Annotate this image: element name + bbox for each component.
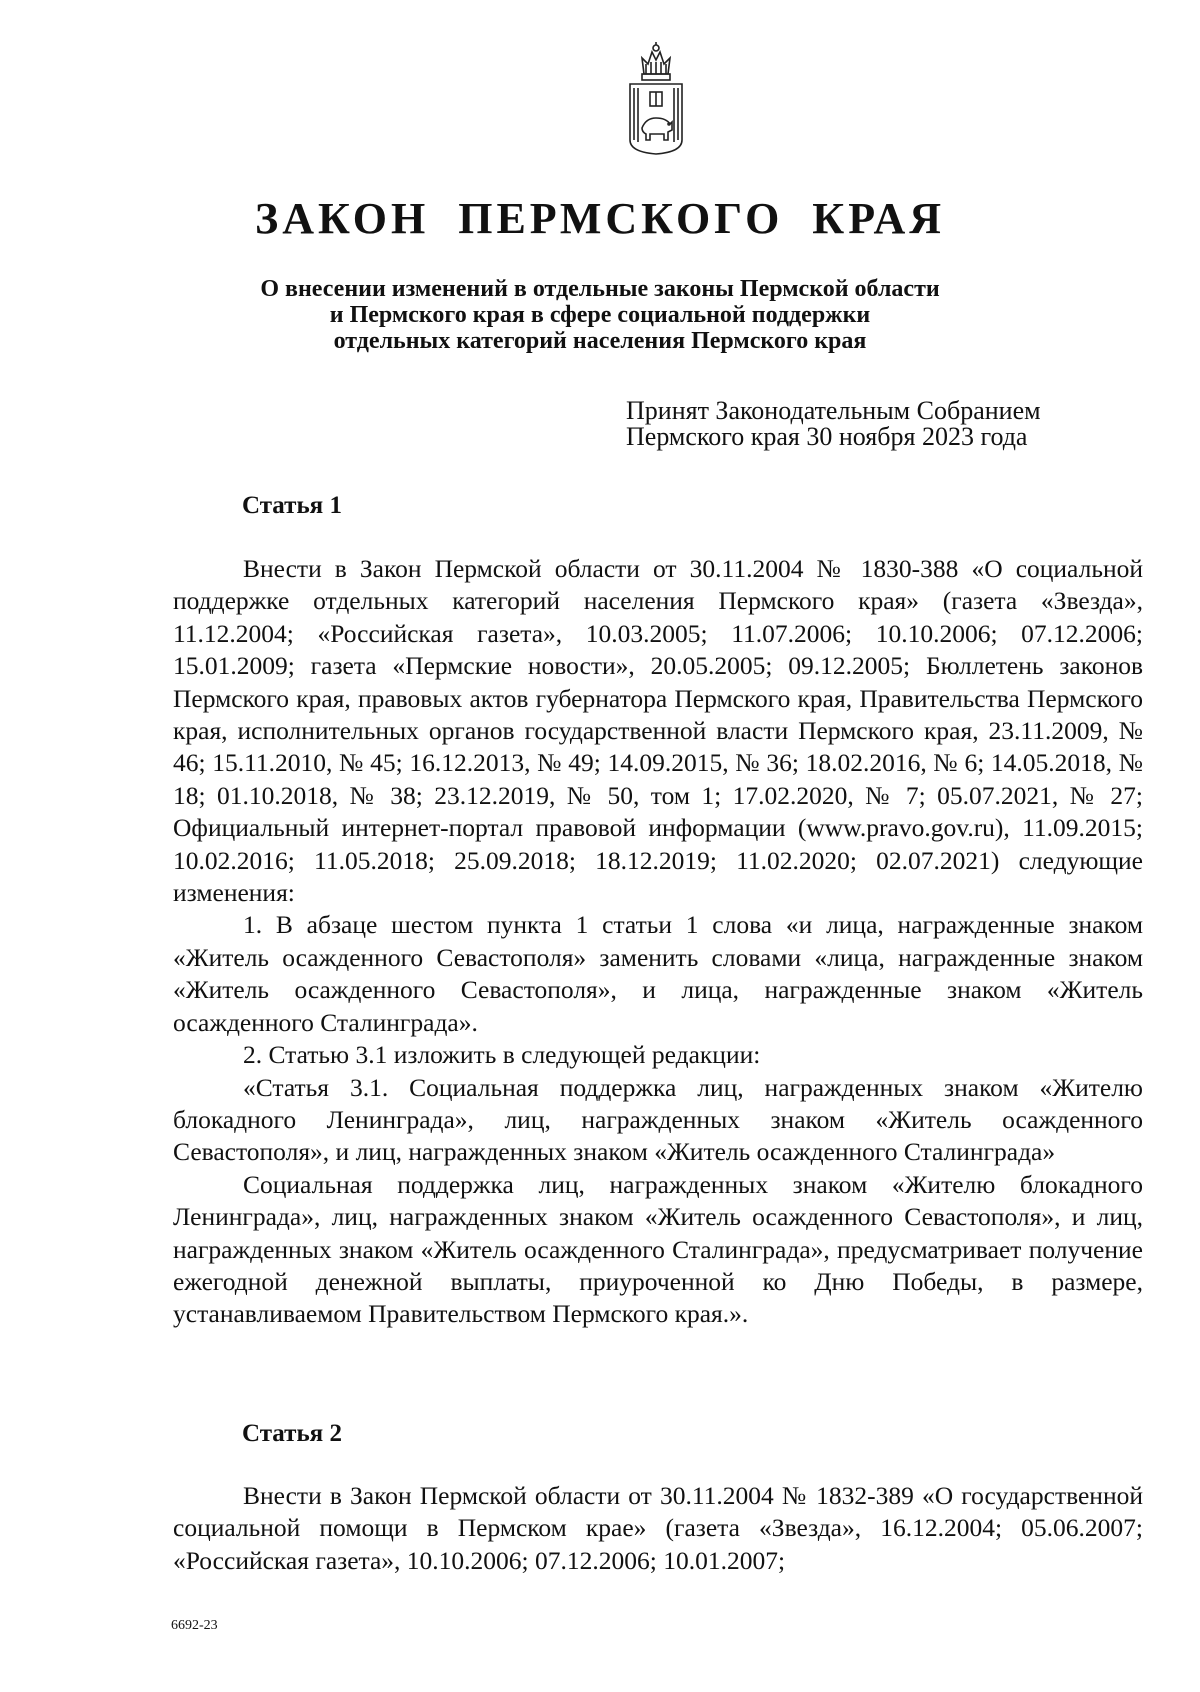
article-2-paragraph: Внести в Закон Пермской области от 30.11.2004 № 1832-389 «О государственной социальной помощи в Пермском крае» (газета «Звезда», 16.12.2004; 05.06.2007; «Российская газета», 10.10.2006; 07.12.2006; 10.01.2007;	[173, 1481, 1143, 1575]
article-1-paragraph: «Статья 3.1. Социальная поддержка лиц, награжденных знаком «Жителю блокадного Ленинграда», лиц, награжденных знаком «Житель осажденного Севастополя», и лиц, награжденных знаком «Житель осажденного Сталинграда»	[173, 1072, 1143, 1167]
adoption-line: Принят Законодательным Собранием	[626, 396, 1041, 425]
subtitle-line: О внесении изменений в отдельные законы Пермской области	[260, 276, 940, 302]
article-1-heading: Статья 1	[242, 492, 342, 519]
article-2-heading: Статья 2	[242, 1420, 342, 1447]
article-1-paragraph: Внести в Закон Пермской области от 30.11.2004 № 1830-388 «О социальной поддержке отдельных категорий населения Пермского края» (газета «Звезда», 11.12.2004; «Российская газета», 10.03.2005; 11.07.2006; 10.10.2006; 07.12.2006; 15.01.2009; газета «Пермские новости», 20.05.2005; 09.12.2005; Бюллетень законов Пермского края, правовых актов губернатора Пермского края, Правительства Пермского края, исполнительных органов государственной власти Пермского края, 23.11.2009, № 46; 15.11.2010, № 45; 16.12.2013, № 49; 14.09.2015, № 36; 18.02.2016, № 6; 14.05.2018, № 18; 01.10.2018, № 38; 23.12.2019, № 50, том 1; 17.02.2020, № 7; 05.07.2021, № 27; Официальный интернет-портал правовой информации (www.pravo.gov.ru), 11.09.2015; 10.02.2016; 11.05.2018; 25.09.2018; 18.12.2019; 11.02.2020; 02.07.2021) следующие изменения:	[173, 554, 1143, 908]
article-1-body	[173, 553, 1143, 1331]
article-1-paragraph: Социальная поддержка лиц, награжденных знаком «Жителю блокадного Ленинграда», лиц, награжденных знаком «Житель осажденного Севастополя», и лиц, награжденных знаком «Житель осажденного Сталинграда», предусматривает получение ежегодной денежной выплаты, приуроченной ко Дню Победы, в размере, устанавливаемом Правительством Пермского края.».	[173, 1169, 1143, 1329]
subtitle-line: отдельных категорий населения Пермского края	[333, 328, 867, 354]
subtitle-line: и Пермского края в сфере социальной поддержки	[329, 302, 871, 328]
document-subtitle	[0, 276, 1200, 354]
document-code: 6692-23	[171, 1618, 218, 1633]
article-1-paragraph: 1. В абзаце шестом пункта 1 статьи 1 слова «и лица, награжденные знаком «Житель осажденного Севастополя» заменить словами «лица, награжденные знаком «Житель осажденного Севастополя», и лица, награжденные знаком «Житель осажденного Сталинграда».	[173, 910, 1143, 1037]
adoption-line: Пермского края 30 ноября 2023 года	[626, 422, 1028, 451]
adoption-note	[626, 398, 1041, 450]
coat-of-arms-icon	[626, 40, 686, 156]
document-title: ЗАКОН ПЕРМСКОГО КРАЯ	[254, 194, 946, 243]
article-2-body	[173, 1480, 1143, 1577]
article-1-paragraph: 2. Статью 3.1 изложить в следующей редакции:	[243, 1040, 761, 1070]
